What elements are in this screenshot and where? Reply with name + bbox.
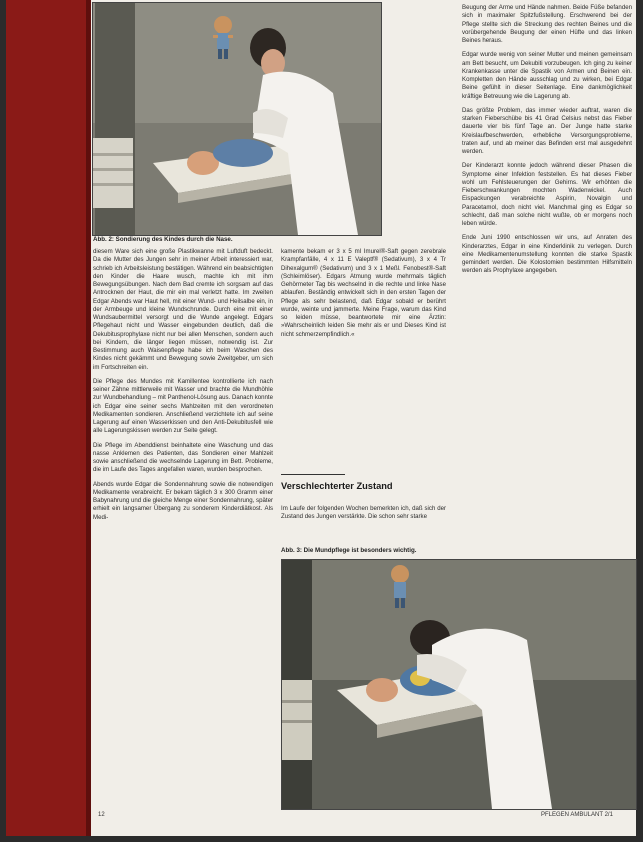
figure-2-caption: Abb. 2: Sondierung des Kindes durch die Nase.	[93, 236, 233, 243]
col3-paragraph: Edgar wurde wenig von seiner Mutter und meinen gemeinsam am Bett besucht, um Dekubiti vorzubeugen. Ich ging zu keiner Krankenkasse unter die Spastik von Armen und Beinen ein. Kompletten den Hände ausschlag und zu wirken, bei Edgar Beine gefühlt in dieser Seitenlage. Eine dankmöglichkeit kräftige Betreuung wie die Lagerung ab.	[462, 51, 632, 100]
photo-1-illustration	[93, 3, 381, 235]
heading-rule	[281, 474, 345, 475]
photo-probing-child	[92, 2, 382, 236]
col1-paragraph: diesem Ware sich eine große Plastikwanne mit Luftduft bedeckt. Da die Mutter des Jungen sehr in meiner Arbeit interessiert war, schrieb ich Arbeitsleistung bestätigen. Während ein beabsichtigten den Kinder die Haare wusch, machte ich mit ihm Bewegungsübungen. Nach dem Bad cremte ich sorgsam auf das Antrocknen der Haut, die mir ein mal verletzt hatte. Im zweiten Edgar Abends war Haut hell, mit einer Wund- und Heilsalbe ein, in der Armbeuge und kleine Wundschrunde. Durch eine mit einer Wundsaubermittel versorgt und die Wunde angelegt. Edgars Pflegehaut nicht und Wasser eingebunden deutlich, daß die Dekubitusprophylaxe nicht nur bei allen Menschen, sondern auch bei Kindern, die länger liegen müssen, notwendig ist. Zur Bestimmung auch Waisenpflege habe ich beim Waschen des Kindes nicht gekämmt und Bewegung sowie Zweitgeber, um sich im Fortschreiten ein.	[93, 248, 273, 371]
col3-paragraph: Ende Juni 1990 entschlossen wir uns, auf Anraten des Kinderarztes, Edgar in eine Kinderklinik zu verlegen. Durch eine Medikamentenumstellung konnten die starke Spastik gemindert werden. Die Kolostomien bestimmten Hilfsmitteln werden als Prophylaxe angegeben.	[462, 234, 632, 275]
spine-band	[6, 0, 86, 836]
figure-3-caption: Abb. 3: Die Mundpflege ist besonders wichtig.	[281, 547, 417, 554]
col3-paragraph: Der Kinderarzt konnte jedoch während dieser Phasen die Symptome einer Infektion feststellen. Es hat dieses Fieber wohl um Fehlsteuerungen der Gehirns. Wir erhöhten die Fieberschwankungen mochten Wadenwickel. Auch Eispackungen verabreichte Aspirin, Novalgin und Paracetamol, doch nicht viel. Manchmal ging es Edgar so schlecht, daß man solche nicht wußte, ob er morgens noch leben würde.	[462, 162, 632, 227]
journal-footer: PFLEGEN AMBULANT 2/1	[541, 812, 613, 818]
section-heading: Verschlechterter Zustand	[281, 481, 393, 491]
page-number: 12	[98, 812, 105, 818]
col3-paragraph: Beugung der Arme und Hände nahmen. Beide Füße befanden sich in maximaler Spitzfußstellung. Erschwerend bei der Pflege stellte sich die Streckung des rechten Beines und die vorübergehende Beugung der einen Hüfte und das linken Beines heraus.	[462, 4, 632, 44]
photo-mouth-care	[281, 559, 637, 810]
col2-paragraph: kamente bekam er 3 x 5 ml Imurel®-Saft gegen zerebrale Krampfanfälle, 4 x 11 E Valeptf® (Sedativum), 3 x 4 Tr Dihexalgum® (Sedativum) und 3 x 1 Meßl. Fenobest®-Saft (Schleimlöser). Edgars Atmung wurde mehrmals täglich Gehörmeter Tag bis wechselnd in die rechte und linke Nase ablaufen. Beständig entwickelt sich in den ersten Tagen der Pflege als sehr belastend, daß Edgar sobald er berührt wurde, weinte und jammerte. Meine Frage, warum das Kind so leiden müsse, beantwortete mir eine Ärztin: »Wahrscheinlich leiden Sie mehr als er und Dieses Kind ist nicht schmerzempfindlich.«	[281, 248, 446, 338]
text-column-3	[462, 4, 632, 282]
text-column-2	[281, 248, 446, 345]
text-column-2b	[281, 505, 446, 528]
magazine-page	[6, 0, 636, 836]
col1-paragraph: Abends wurde Edgar die Sondennahrung sowie die notwendigen Medikamente verabreicht. Er bekam täglich 3 x 300 Gramm einer Babynahrung und die gleiche Menge einer Sondennahrung, später erhielt ein langsamer Übergang zu sonderem Kinderdiätkost. Als Medi-	[93, 480, 273, 521]
text-column-1	[93, 248, 273, 528]
spine-shadow	[86, 0, 91, 836]
photo-2-illustration	[282, 560, 636, 809]
col2b-paragraph: Im Laufe der folgenden Wochen bemerkten ich, daß sich der Zustand des Jungen verstärkte. Die schon sehr starke	[281, 505, 446, 521]
col1-paragraph: Die Pflege des Mundes mit Kamillentee kontrollierte ich nach seiner Zähne mittlerweile mit Wasser und brachte die Mundhöhle zur Wundbehandlung – mit Panthenol-Lösung aus. Danach konnte ich Edgar eine seiner sechs Mahlzeiten mit den verordneten Medikamenten sondieren. Anschließend verzichtete ich auf seine Lagerung auf einen Wasserkissen und den Anti-Dekubitusfell wie alle Lagerungskissen werden zur Seite gelegt.	[93, 377, 273, 435]
col3-paragraph: Das größte Problem, das immer wieder auftrat, waren die starken Fieberschübe bis 41 Grad Celsius nebst das Fieber dauerte vier bis fünf Tage an. Der Junge hatte starke Kreislaufbeschwerden, erhebliche Versorgungsprobleme, traten auf, und ab meiner das Befinden erst mal ausgedehnt werden.	[462, 106, 632, 155]
col1-paragraph: Die Pflege im Abenddienst beinhaltete eine Waschung und das nasse Anklemen des Patienten, das Sondieren einer Mahlzeit sowie anschließend die wechselnde Lagerung im Bett. Probleme, die im Laufe des Tages angefallen waren, wurden besprochen.	[93, 441, 273, 474]
